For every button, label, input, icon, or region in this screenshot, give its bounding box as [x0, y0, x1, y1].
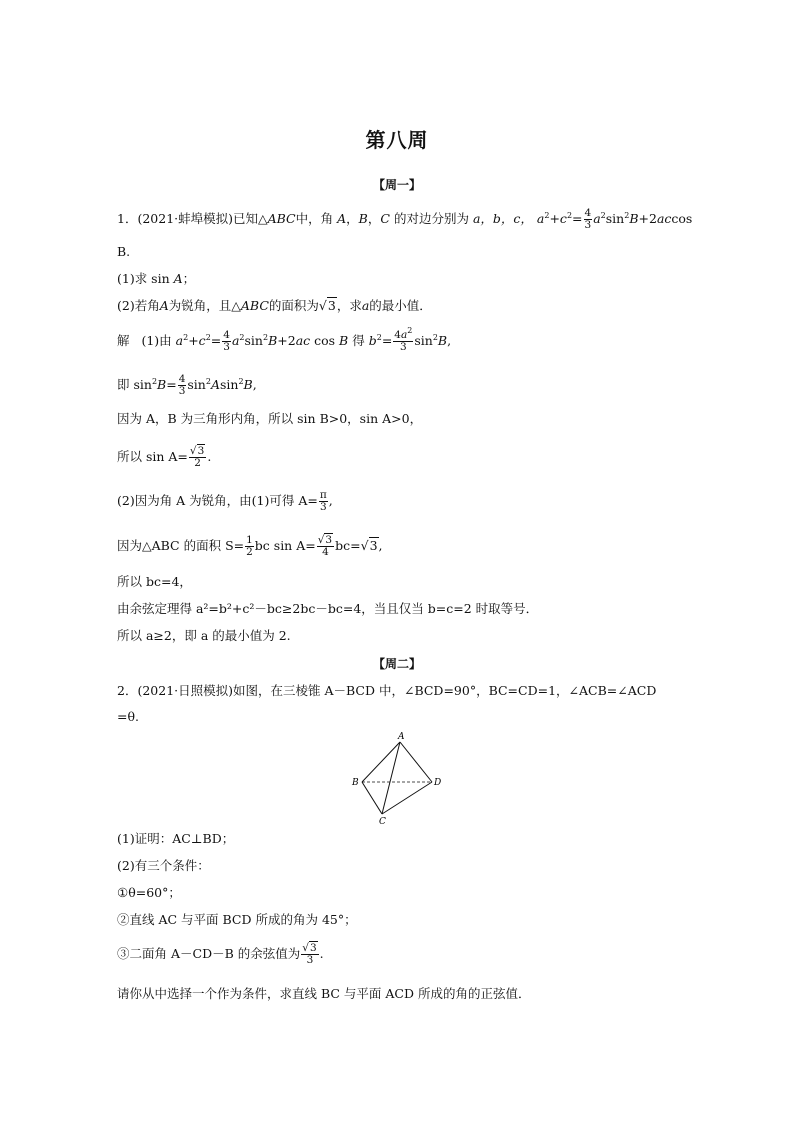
edge-bc [362, 782, 382, 814]
problem-1-q2: (2)若角A为锐角，且△ABC的面积为√3，求a的最小值． [117, 298, 432, 313]
solution-1-line-5: (2)因为角 A 为锐角，由(1)可得 A= $\frac{\pi}{3}$ , [117, 489, 333, 513]
problem-2-intro: 2．(2021·日照模拟)如图，在三棱锥 A－BCD 中，∠BCD=90°，BC=CD=1，∠ACB=∠ACD [117, 683, 657, 698]
solution-1-line-4: 所以 sin A= $\frac{√3}{2}$ . [117, 445, 212, 469]
solution-1-line-1: 解 (1)由 $a^2+c^2=$ $\frac{4}{3}$ $a^2\sin^2B+2ac$ cos B 得 $b^2=$ $\frac{4a^2}{3}$ $\sin^2B$, [117, 326, 452, 353]
solution-1-line-7: 所以 bc=4， [117, 574, 192, 589]
vertex-c-label: C [379, 817, 386, 827]
edge-cd [382, 782, 432, 814]
fraction: $\frac{4}{3}$ [584, 207, 592, 231]
vertex-b-label: B [352, 778, 359, 788]
vertex-a-label: A [398, 732, 405, 742]
problem-1-intro: 1．(2021·蚌埠模拟)已知△ABC中，角 A，B，C 的对边分别为 a，b，c， $a^2+c^2=$ $\frac{4}{3}$ $a^2\sin^2B+2accos$ [117, 207, 693, 231]
edge-ad [400, 742, 432, 782]
fraction: $\frac{\pi}{3}$ [319, 489, 327, 513]
tetrahedron-figure [350, 730, 440, 825]
fraction: $\frac{4a^2}{3}$ [394, 326, 413, 353]
edge-ac [382, 742, 400, 814]
edge-ab [362, 742, 400, 782]
fraction: $\frac{4}{3}$ [178, 373, 186, 397]
fraction: $\frac{√3}{3}$ [302, 942, 317, 966]
fraction: $\frac{√3}{2}$ [189, 445, 205, 469]
solution-1-line-2: 即 $\sin^2B=$ $\frac{4}{3}$ $\sin^2Asin^2B$, [117, 373, 257, 397]
solution-1-line-9: 所以 a≥2，即 a 的最小值为 2. [117, 628, 291, 643]
vertex-d-label: D [434, 778, 442, 788]
fraction: $\frac{√3}{4}$ [317, 534, 333, 558]
problem-1-intro-cont: B. [117, 244, 131, 259]
solution-1-line-3: 因为 A，B 为三角形内角，所以 sin B>0，sin A>0， [117, 411, 423, 426]
problem-2-q1: (1)证明：AC⊥BD； [117, 831, 235, 846]
solution-1-line-6: 因为△ABC 的面积 S= $\frac{1}{2}$ bc sin A= $\frac{√3}{4}$ bc=√3, [117, 534, 383, 558]
page-title: 第八周 [365, 128, 429, 152]
fraction: $\frac{1}{2}$ [246, 534, 253, 558]
problem-1-q1: (1)求 sin A； [117, 271, 196, 286]
problem-2-ask: 请你从中选择一个作为条件，求直线 BC 与平面 ACD 所成的角的正弦值． [117, 986, 531, 1001]
solution-1-line-8: 由余弦定理得 a²=b²+c²－bc≥2bc－bc=4，当且仅当 b=c=2 时取等号． [117, 601, 539, 616]
problem-2-intro-cont: =θ. [117, 709, 139, 724]
fraction: $\frac{4}{3}$ [223, 329, 230, 353]
condition-1: ①θ=60°； [117, 885, 181, 900]
sqrt-3: √3 [318, 298, 336, 313]
section-tuesday: 【周二】 [372, 657, 421, 671]
section-monday: 【周一】 [372, 178, 421, 192]
condition-2: ②直线 AC 与平面 BCD 所成的角为 45°； [117, 912, 357, 927]
condition-3: ③二面角 A－CD－B 的余弦值为 $\frac{√3}{3}$ . [117, 942, 324, 966]
problem-2-q2: (2)有三个条件： [117, 858, 210, 873]
